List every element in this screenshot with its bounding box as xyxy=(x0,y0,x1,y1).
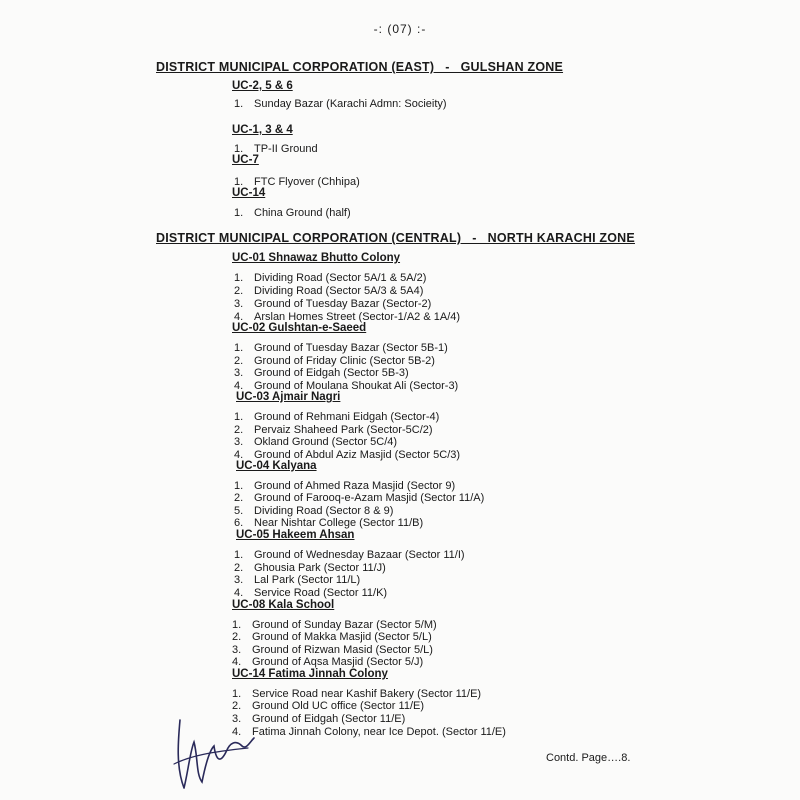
item-number: 2. xyxy=(234,424,244,436)
item-number: 6. xyxy=(234,517,244,529)
item-text: Ground of Sunday Bazar (Sector 5/M) xyxy=(252,619,437,631)
item-number: 2. xyxy=(232,700,242,712)
list-item xyxy=(234,411,439,424)
uc-heading: UC-02 Gulshtan-e-Saeed xyxy=(232,322,367,334)
page-number: -: (07) :- xyxy=(373,22,427,36)
item-text: Ground of Ahmed Raza Masjid (Sector 9) xyxy=(254,480,456,492)
list-item xyxy=(234,574,360,587)
list-item xyxy=(234,492,484,505)
item-text: Arslan Homes Street (Sector-1/A2 & 1A/4) xyxy=(254,311,461,323)
list-item xyxy=(234,285,423,298)
item-number: 2. xyxy=(232,631,242,643)
item-number: 4. xyxy=(234,311,244,323)
item-number: 1. xyxy=(234,176,244,188)
item-number: 1. xyxy=(234,342,244,354)
uc-heading: UC-7 xyxy=(232,154,259,166)
item-number: 1. xyxy=(234,480,244,492)
list-item xyxy=(234,298,431,311)
item-number: 3. xyxy=(234,298,244,310)
item-number: 3. xyxy=(234,367,244,379)
item-text: Service Road (Sector 11/K) xyxy=(254,587,388,599)
item-number: 1. xyxy=(234,207,244,219)
item-text: Ground of Aqsa Masjid (Sector 5/J) xyxy=(252,656,424,668)
item-text: Okland Ground (Sector 5C/4) xyxy=(254,436,398,448)
item-text: Ground of Tuesday Bazar (Sector-2) xyxy=(254,298,432,310)
item-text: China Ground (half) xyxy=(254,207,351,219)
continued-note: Contd. Page….8. xyxy=(546,752,631,764)
item-text: Dividing Road (Sector 5A/3 & 5A4) xyxy=(254,285,424,297)
item-number: 1. xyxy=(232,619,242,631)
item-number: 1. xyxy=(234,272,244,284)
item-text: Pervaiz Shaheed Park (Sector-5C/2) xyxy=(254,424,433,436)
list-item xyxy=(234,549,465,562)
list-item xyxy=(234,436,397,449)
uc-heading: UC-03 Ajmair Nagri xyxy=(236,391,341,403)
list-item xyxy=(232,631,432,644)
item-text: Ground of Rizwan Masid (Sector 5/L) xyxy=(252,644,433,656)
uc-heading: UC-14 Fatima Jinnah Colony xyxy=(232,668,388,680)
item-number: 4. xyxy=(234,587,244,599)
uc-heading: UC-01 Shnawaz Bhutto Colony xyxy=(232,252,401,264)
zone-heading-east: DISTRICT MUNICIPAL CORPORATION (EAST) - GULSHAN ZONE xyxy=(156,60,564,74)
list-item xyxy=(234,98,447,111)
uc-heading: UC-2, 5 & 6 xyxy=(232,80,293,92)
item-number: 1. xyxy=(234,411,244,423)
item-text: FTC Flyover (Chhipa) xyxy=(254,176,360,188)
item-text: Ground of Rehmani Eidgah (Sector-4) xyxy=(254,411,440,423)
item-number: 2. xyxy=(234,492,244,504)
list-item xyxy=(234,207,351,220)
item-text: Ground of Farooq-e-Azam Masjid (Sector 11/A) xyxy=(254,492,485,504)
item-text: Lal Park (Sector 11/L) xyxy=(254,574,361,586)
item-number: 1. xyxy=(234,549,244,561)
uc-heading: UC-05 Hakeem Ahsan xyxy=(236,529,355,541)
list-item xyxy=(234,342,448,355)
item-text: Ground of Eidgah (Sector 5B-3) xyxy=(254,367,409,379)
item-number: 2. xyxy=(234,355,244,367)
item-number: 3. xyxy=(234,574,244,586)
item-number: 2. xyxy=(234,285,244,297)
uc-heading: UC-14 xyxy=(232,187,266,199)
uc-heading: UC-08 Kala School xyxy=(232,599,335,611)
item-text: Ground of Wednesday Bazaar (Sector 11/I) xyxy=(254,549,465,561)
item-text: Service Road near Kashif Bakery (Sector 11/E) xyxy=(252,688,482,700)
item-number: 3. xyxy=(232,644,242,656)
zone-heading-central: DISTRICT MUNICIPAL CORPORATION (CENTRAL) - NORTH KARACHI ZONE xyxy=(156,231,635,245)
uc-heading: UC-04 Kalyana xyxy=(236,460,317,472)
item-number: 1. xyxy=(232,688,242,700)
item-text: Near Nishtar College (Sector 11/B) xyxy=(254,517,424,529)
item-text: Ground of Eidgah (Sector 11/E) xyxy=(252,713,406,725)
list-item xyxy=(234,272,426,285)
item-number: 4. xyxy=(234,449,244,461)
item-text: TP-II Ground xyxy=(254,143,318,155)
item-number: 1. xyxy=(234,98,244,110)
item-text: Ghousia Park (Sector 11/J) xyxy=(254,562,386,574)
item-text: Ground of Abdul Aziz Masjid (Sector 5C/3) xyxy=(254,449,461,461)
list-item xyxy=(232,700,424,713)
item-text: Dividing Road (Sector 8 & 9) xyxy=(254,505,394,517)
item-number: 5. xyxy=(234,505,244,517)
item-text: Ground of Friday Clinic (Sector 5B-2) xyxy=(254,355,435,367)
item-number: 4. xyxy=(232,726,242,738)
item-text: Ground of Makka Masjid (Sector 5/L) xyxy=(252,631,432,643)
item-number: 4. xyxy=(234,380,244,392)
item-number: 3. xyxy=(232,713,242,725)
item-text: Ground of Tuesday Bazar (Sector 5B-1) xyxy=(254,342,448,354)
item-text: Ground Old UC office (Sector 11/E) xyxy=(252,700,424,712)
item-text: Dividing Road (Sector 5A/1 & 5A/2) xyxy=(254,272,427,284)
item-number: 4. xyxy=(232,656,242,668)
item-text: Fatima Jinnah Colony, near Ice Depot. (Sector 11/E) xyxy=(252,726,506,738)
item-text: Sunday Bazar (Karachi Admn: Socieity) xyxy=(254,98,447,110)
signature-image xyxy=(150,712,260,792)
item-number: 3. xyxy=(234,436,244,448)
item-number: 2. xyxy=(234,562,244,574)
list-item xyxy=(232,726,506,739)
uc-heading: UC-1, 3 & 4 xyxy=(232,124,293,136)
item-number: 1. xyxy=(234,143,244,155)
list-item xyxy=(234,367,409,380)
item-text: Ground of Moulana Shoukat Ali (Sector-3) xyxy=(254,380,459,392)
